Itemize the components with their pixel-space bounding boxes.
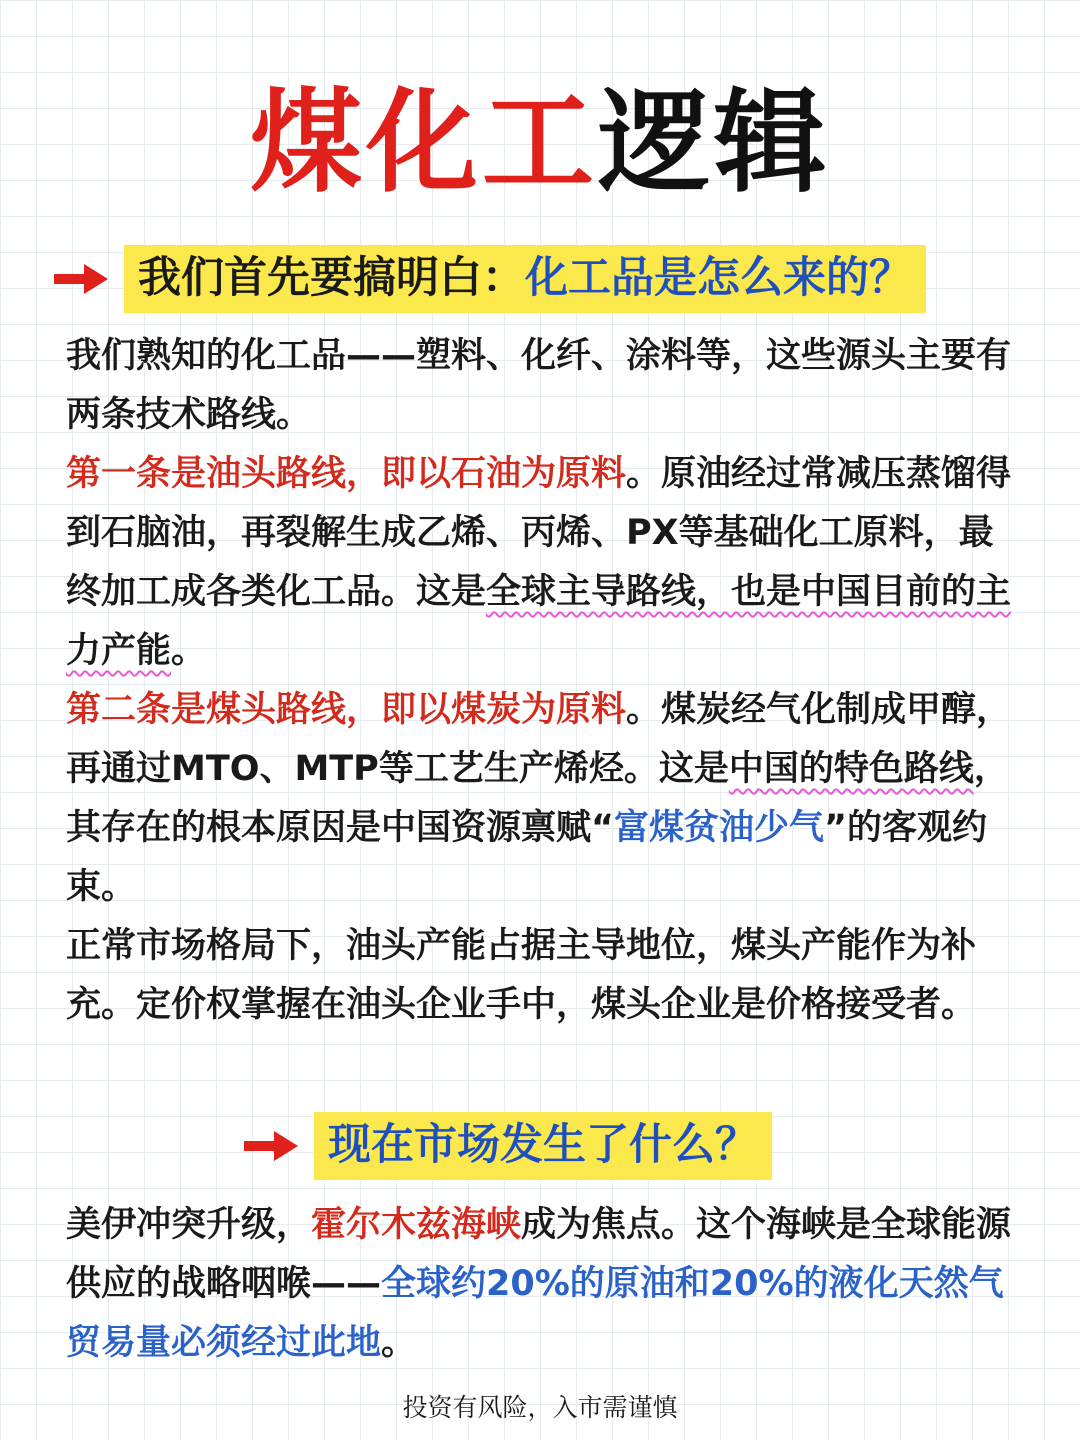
coal-route-end: ”的客观约束。 (66, 808, 988, 907)
oil-route-body: 。原油经过常减压蒸馏得到石脑油，再裂解生成乙烯、丙烯、PX等基础化工原料，最终加工成各类化工品。这是 (66, 454, 1012, 612)
section2-heading (242, 1112, 772, 1180)
hormuz-highlight: 全球约20%的原油和20%的液化天然气贸易量必须经过此地 (66, 1264, 1004, 1363)
paragraph-coal-route (66, 681, 1016, 917)
coal-route-body2: ，其存在的根本原因是中国资源禀赋“ (66, 749, 1009, 848)
paragraph-oil-route (66, 445, 1016, 681)
hormuz-strait-name: 霍尔木兹海峡 (311, 1205, 522, 1245)
section2-body (66, 1196, 1016, 1373)
coal-route-underline: 中国的特色路线 (728, 749, 974, 789)
oil-route-lead: 第一条是油头路线，即以石油为原料 (66, 454, 627, 494)
title-part-red: 煤化工 (250, 78, 598, 208)
red-arrow-icon (52, 262, 110, 296)
paragraph-market-structure: 正常市场格局下，油头产能占据主导地位，煤头产能作为补充。定价权掌握在油头企业手中，煤头企业是价格接受者。 (66, 926, 977, 1025)
hormuz-end: 。 (381, 1323, 417, 1363)
coal-route-lead: 第二条是煤头路线，即以煤炭为原料 (66, 690, 627, 730)
coal-route-body: 。煤炭经气化制成甲醇，再通过MTO、MTP等工艺生产烯烃。这是 (66, 690, 1012, 789)
oil-route-end: 。 (171, 631, 207, 671)
section2-heading-box (314, 1112, 772, 1180)
section1-body (66, 327, 1016, 1035)
section1-heading-box (124, 245, 926, 313)
title-part-black: 逻辑 (598, 78, 830, 208)
section1-heading-blue: 化工品是怎么来的？ (525, 253, 912, 303)
hormuz-mid: 成为焦点。这个海峡是全球能源供应的战略咽喉—— (66, 1205, 1012, 1304)
coal-route-highlight: 富煤贫油少气 (614, 808, 825, 848)
section1-heading (52, 245, 926, 313)
section1-heading-black: 我们首先要搞明白： (138, 253, 525, 303)
paragraph-hormuz (66, 1196, 1016, 1373)
paragraph-intro: 我们熟知的化工品——塑料、化纤、涂料等，这些源头主要有两条技术路线。 (66, 336, 1012, 435)
red-arrow-icon (242, 1129, 300, 1163)
section2-heading-text: 现在市场发生了什么？ (328, 1120, 758, 1170)
risk-disclaimer: 投资有风险，入市需谨慎 (402, 1393, 678, 1422)
hormuz-start: 美伊冲突升级， (66, 1205, 312, 1245)
oil-route-underline: 全球主导路线，也是中国目前的主力产能 (66, 572, 1012, 671)
page-title (0, 78, 1080, 208)
